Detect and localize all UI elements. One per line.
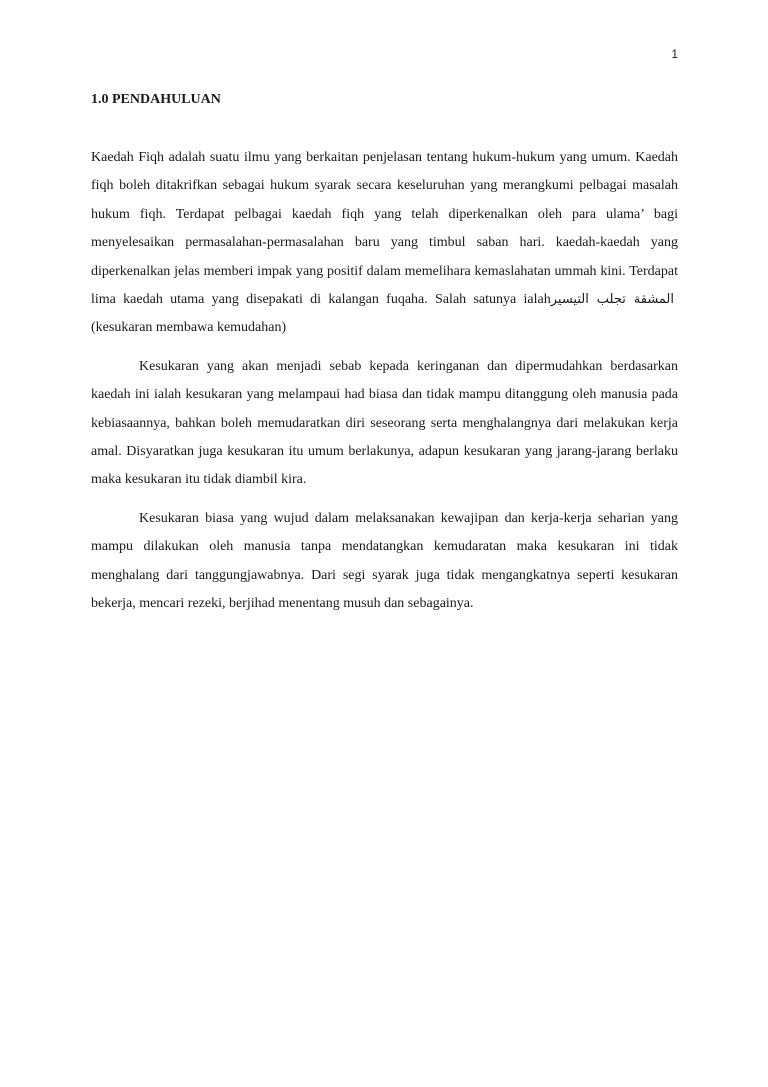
document-body (91, 90, 678, 629)
paragraph-introduction-text: Kaedah Fiqh adalah suatu ilmu yang berkaitan penjelasan tentang hukum-hukum yang umum. Kaedah fiqh boleh ditakrifkan sebagai hukum syarak secara keseluruhan yang merangkumi pelbagai masalah hukum fiqh. Terdapat pelbagai kaedah fiqh yang telah diperkenalkan oleh para ulama’ bagi menyelesaikan permasalahan-permasalahan baru yang timbul saban hari. kaedah-kaedah yang diperkenalkan jelas memberi impak yang positif dalam memelihara kemaslahatan ummah kini. Terdapat lima kaedah utama yang disepakati di kalangan fuqaha. Salah satunya ialah (91, 150, 678, 308)
arabic-maxim: المشقة تجلب التيسير (550, 292, 675, 308)
paragraph-kesukaran-biasa: Kesukaran biasa yang wujud dalam melaksanakan kewajipan dan kerja-kerja seharian yang mampu dilakukan oleh manusia tanpa mendatangkan kemudaratan maka kesukaran ini tidak menghalang dari tanggungjawabnya. Dari segi syarak juga tidak mengangkatnya seperti kesukaran bekerja, mencari rezeki, berjihad menentang musuh dan sebagainya. (91, 510, 678, 612)
paragraph-kesukaran-sebab: Kesukaran yang akan menjadi sebab kepada keringanan dan dipermudahkan berdasarkan kaedah ini ialah kesukaran yang melampaui had biasa dan tidak mampu ditanggung oleh manusia pada kebiasaannya, bahkan boleh memudaratkan diri seseorang serta menghalangnya dari melakukan kerja amal. Disyaratkan juga kesukaran itu umum berlakunya, adapun kesukaran yang jarang-jarang berlaku maka kesukaran itu tidak diambil kira. (91, 358, 678, 488)
page-number: 1 (671, 47, 678, 61)
maxim-translation: (kesukaran membawa kemudahan) (91, 320, 287, 336)
paragraph-introduction (91, 144, 678, 343)
section-heading: 1.0 PENDAHULUAN (91, 92, 221, 107)
